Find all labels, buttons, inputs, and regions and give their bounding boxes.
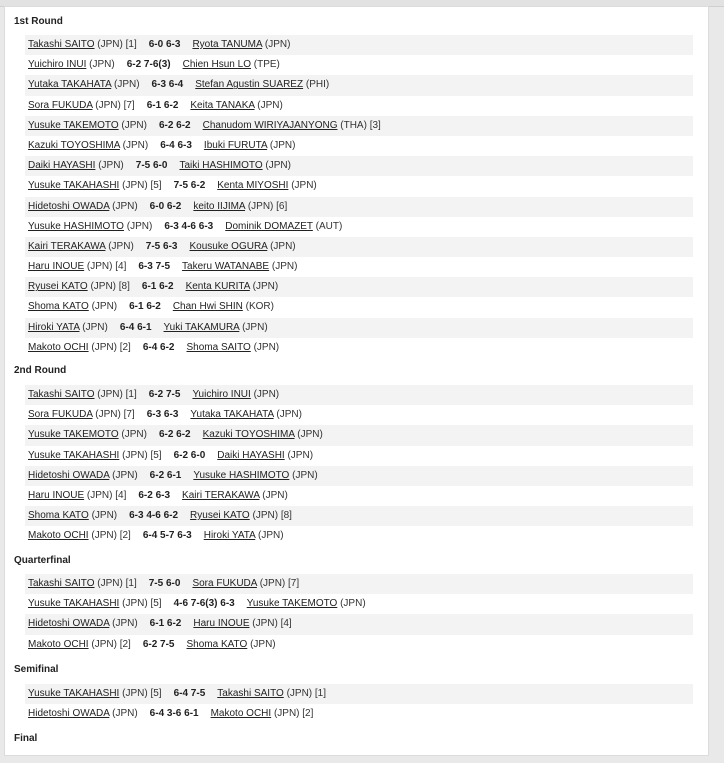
player-link[interactable]: keito IIJIMA xyxy=(193,200,246,212)
match-row xyxy=(25,574,693,594)
match-row xyxy=(25,136,693,156)
match-row xyxy=(25,338,693,358)
player-link[interactable]: Hidetoshi OWADA xyxy=(28,618,110,630)
player-meta: (THA) [3] xyxy=(340,119,381,131)
player-link[interactable]: Sora FUKUDA xyxy=(28,99,93,111)
player-link[interactable]: Yusuke TAKAHASHI xyxy=(28,449,120,461)
player-meta: (JPN) xyxy=(291,180,317,192)
player-meta: (JPN) xyxy=(250,638,276,650)
player-meta: (JPN) [1] xyxy=(97,578,137,589)
match-row xyxy=(25,297,693,317)
player-link[interactable]: Takashi SAITO xyxy=(28,389,95,400)
player-link[interactable]: Daiki HAYASHI xyxy=(217,449,285,461)
match-score: 6-1 6-2 xyxy=(129,301,161,313)
match-score: 6-4 6-1 xyxy=(119,321,152,333)
player-meta: (JPN) [1] xyxy=(97,39,137,50)
round-title: 2nd Round xyxy=(14,365,67,376)
match-score: 7-5 6-0 xyxy=(148,578,181,589)
player-meta: (JPN) xyxy=(265,160,291,172)
player-meta: (JPN) xyxy=(257,99,283,111)
match-score: 6-4 3-6 6-1 xyxy=(149,708,199,720)
match-row xyxy=(25,526,693,546)
player-meta: (JPN) [5] xyxy=(122,449,162,461)
player-link[interactable]: Ibuki FURUTA xyxy=(203,139,268,151)
player-meta: (JPN) xyxy=(91,301,118,313)
match-row xyxy=(25,156,693,176)
match-score: 7-5 6-0 xyxy=(135,160,168,172)
match-score: 6-1 6-2 xyxy=(146,99,179,111)
match-score: 6-2 6-2 xyxy=(158,429,191,441)
player-link[interactable]: Yuichiro INUI xyxy=(28,59,87,71)
match-row xyxy=(25,176,693,196)
match-score: 6-2 6-1 xyxy=(149,469,182,481)
match-row xyxy=(25,704,693,724)
round-title: Quarterfinal xyxy=(14,555,71,566)
match-score: 4-6 7-6(3) 6-3 xyxy=(173,598,235,610)
player-link[interactable]: Kazuki TOYOSHIMA xyxy=(28,139,120,151)
player-meta: (JPN) xyxy=(112,618,138,630)
match-score: 7-5 6-3 xyxy=(145,240,178,252)
player-link[interactable]: Makoto OCHI xyxy=(28,530,89,542)
match-score: 6-3 4-6 6-3 xyxy=(164,220,214,232)
player-meta: (JPN) [8] xyxy=(90,281,130,293)
player-meta: (JPN) xyxy=(292,469,318,481)
match-row xyxy=(25,466,693,486)
match-list xyxy=(25,385,693,547)
match-score: 6-2 6-3 xyxy=(138,489,171,501)
match-row xyxy=(25,635,693,655)
match-row xyxy=(25,257,693,277)
player-link[interactable]: Yusuke TAKAHASHI xyxy=(28,598,120,610)
player-meta: (PHI) xyxy=(305,79,330,91)
match-row xyxy=(25,318,693,338)
player-meta: (JPN) [7] xyxy=(95,409,135,421)
match-row xyxy=(25,405,693,425)
player-link[interactable]: Takashi SAITO xyxy=(217,688,284,699)
player-meta: (JPN) xyxy=(89,59,115,71)
match-score: 6-2 7-5 xyxy=(142,638,175,650)
player-link[interactable]: Shoma KATO xyxy=(186,638,248,650)
player-link[interactable]: Haru INOUE xyxy=(193,618,250,630)
player-meta: (JPN) [4] xyxy=(86,489,127,501)
player-meta: (JPN) [7] xyxy=(259,578,300,589)
match-row xyxy=(25,35,693,55)
player-link[interactable]: Sora FUKUDA xyxy=(28,409,93,421)
match-score: 6-1 6-2 xyxy=(141,281,174,293)
player-link[interactable]: Makoto OCHI xyxy=(210,708,272,720)
match-score: 6-3 6-4 xyxy=(151,79,184,91)
player-link[interactable]: Hiroki YATA xyxy=(28,321,80,333)
player-meta: (JPN) [2] xyxy=(91,638,131,650)
player-meta: (JPN) xyxy=(91,510,118,522)
player-link[interactable]: Shoma KATO xyxy=(28,510,89,522)
player-link[interactable]: Yusuke TAKAHASHI xyxy=(28,688,120,699)
player-meta: (JPN) [4] xyxy=(86,261,127,273)
player-meta: (TPE) xyxy=(253,59,280,71)
player-link[interactable]: Yutaka TAKAHATA xyxy=(28,79,112,91)
player-meta: (JPN) [4] xyxy=(252,618,292,630)
player-link[interactable]: Yusuke TAKEMOTO xyxy=(28,119,119,131)
player-link[interactable]: Haru INOUE xyxy=(28,261,85,273)
player-link[interactable]: Ryota TANUMA xyxy=(192,39,263,50)
match-row xyxy=(25,614,693,634)
player-link[interactable]: Kairi TERAKAWA xyxy=(182,489,260,501)
player-link[interactable]: Yusuke HASHIMOTO xyxy=(193,469,290,481)
match-row xyxy=(25,385,693,405)
match-list xyxy=(25,684,693,724)
player-link[interactable]: Kousuke OGURA xyxy=(189,240,268,252)
player-meta: (JPN) xyxy=(253,389,280,400)
player-link[interactable]: Yuichiro INUI xyxy=(192,389,251,400)
match-score: 6-0 6-3 xyxy=(148,39,181,50)
match-row xyxy=(25,55,693,75)
player-link[interactable]: Yuki TAKAMURA xyxy=(163,321,240,333)
player-link[interactable]: Chanudom WIRIYAJANYONG xyxy=(202,119,338,131)
player-link[interactable]: Haru INOUE xyxy=(28,489,85,501)
player-meta: (JPN) xyxy=(121,119,147,131)
match-row xyxy=(25,217,693,237)
player-meta: (JPN) xyxy=(271,261,298,273)
player-link[interactable]: Shoma KATO xyxy=(28,301,89,313)
player-link[interactable]: Keita TANAKA xyxy=(190,99,255,111)
match-row xyxy=(25,277,693,297)
player-link[interactable]: Hidetoshi OWADA xyxy=(28,469,110,481)
player-meta: (AUT) xyxy=(315,220,343,232)
match-row xyxy=(25,425,693,445)
match-score: 6-0 6-2 xyxy=(149,200,182,212)
match-row xyxy=(25,486,693,506)
match-score: 6-2 6-2 xyxy=(158,119,191,131)
player-link[interactable]: Taiki HASHIMOTO xyxy=(179,160,263,172)
player-meta: (JPN) [5] xyxy=(122,688,162,699)
player-meta: (JPN) xyxy=(242,321,268,333)
player-meta: (JPN) xyxy=(126,220,153,232)
player-meta: (JPN) xyxy=(276,409,302,421)
player-link[interactable]: Shoma SAITO xyxy=(186,341,251,353)
player-meta: (JPN) [8] xyxy=(252,510,292,522)
match-list xyxy=(25,35,693,358)
match-score: 6-3 4-6 6-2 xyxy=(129,510,179,522)
match-score: 6-4 6-2 xyxy=(142,341,175,353)
round-title: Semifinal xyxy=(14,664,59,675)
match-score: 6-4 5-7 6-3 xyxy=(142,530,192,542)
player-meta: (JPN) [5] xyxy=(122,598,162,610)
match-row xyxy=(25,96,693,116)
player-link[interactable]: Daiki HAYASHI xyxy=(28,160,96,172)
player-link[interactable]: Kenta MIYOSHI xyxy=(217,180,289,192)
player-meta: (JPN) [7] xyxy=(95,99,135,111)
player-link[interactable]: Kazuki TOYOSHIMA xyxy=(202,429,295,441)
player-meta: (JPN) [1] xyxy=(286,688,327,699)
match-row xyxy=(25,116,693,136)
draw-results-panel xyxy=(4,6,709,756)
player-meta: (JPN) xyxy=(253,341,280,353)
player-meta: (JPN) [1] xyxy=(97,389,137,400)
player-meta: (JPN) xyxy=(98,160,124,172)
player-meta: (JPN) xyxy=(340,598,366,610)
match-row xyxy=(25,594,693,614)
player-link[interactable]: Takashi SAITO xyxy=(28,578,95,589)
match-row xyxy=(25,237,693,257)
player-link[interactable]: Sora FUKUDA xyxy=(192,578,257,589)
player-link[interactable]: Chan Hwi SHIN xyxy=(172,301,243,313)
match-row xyxy=(25,75,693,95)
player-meta: (JPN) xyxy=(287,449,314,461)
match-list xyxy=(25,574,693,655)
match-score: 6-2 7-6(3) xyxy=(126,59,171,71)
player-link[interactable]: Ryusei KATO xyxy=(190,510,250,522)
match-row xyxy=(25,197,693,217)
player-meta: (JPN) xyxy=(270,240,296,252)
player-link[interactable]: Dominik DOMAZET xyxy=(225,220,313,232)
player-meta: (JPN) [6] xyxy=(247,200,288,212)
player-link[interactable]: Makoto OCHI xyxy=(28,638,89,650)
player-link[interactable]: Yusuke TAKEMOTO xyxy=(28,429,119,441)
player-meta: (JPN) xyxy=(122,139,149,151)
match-score: 6-4 7-5 xyxy=(173,688,206,699)
player-meta: (JPN) xyxy=(113,79,140,91)
player-meta: (JPN) [5] xyxy=(122,180,162,192)
player-meta: (JPN) xyxy=(112,708,138,720)
player-meta: (JPN) xyxy=(269,139,296,151)
player-link[interactable]: Hidetoshi OWADA xyxy=(28,708,110,720)
player-link[interactable]: Kenta KURITA xyxy=(185,281,250,293)
match-row xyxy=(25,506,693,526)
player-meta: (JPN) [2] xyxy=(91,341,131,353)
match-row xyxy=(25,446,693,466)
match-row xyxy=(25,684,693,704)
player-meta: (JPN) [2] xyxy=(91,530,131,542)
player-link[interactable]: Hiroki YATA xyxy=(203,530,256,542)
player-meta: (JPN) [2] xyxy=(273,708,314,720)
player-meta: (JPN) xyxy=(82,321,108,333)
player-link[interactable]: Chien Hsun LO xyxy=(182,59,251,71)
player-link[interactable]: Makoto OCHI xyxy=(28,341,89,353)
player-link[interactable]: Yusuke TAKAHASHI xyxy=(28,180,120,192)
player-link[interactable]: Stefan Agustin SUAREZ xyxy=(195,79,304,91)
player-link[interactable]: Takeru WATANABE xyxy=(182,261,270,273)
player-meta: (KOR) xyxy=(245,301,274,313)
player-meta: (JPN) xyxy=(297,429,323,441)
player-meta: (JPN) xyxy=(252,281,279,293)
player-link[interactable]: Hidetoshi OWADA xyxy=(28,200,110,212)
round-title: Final xyxy=(14,733,38,744)
match-score: 6-3 7-5 xyxy=(138,261,171,273)
player-link[interactable]: Takashi SAITO xyxy=(28,39,95,50)
match-score: 7-5 6-2 xyxy=(173,180,206,192)
player-link[interactable]: Yusuke TAKEMOTO xyxy=(246,598,338,610)
player-meta: (JPN) xyxy=(112,469,138,481)
player-link[interactable]: Ryusei KATO xyxy=(28,281,88,293)
player-link[interactable]: Yusuke HASHIMOTO xyxy=(28,220,124,232)
player-meta: (JPN) xyxy=(121,429,147,441)
player-meta: (JPN) xyxy=(112,200,138,212)
match-score: 6-2 7-5 xyxy=(148,389,181,400)
player-meta: (JPN) xyxy=(258,530,284,542)
player-meta: (JPN) xyxy=(264,39,291,50)
match-score: 6-2 6-0 xyxy=(173,449,206,461)
player-link[interactable]: Yutaka TAKAHATA xyxy=(190,409,274,421)
match-score: 6-3 6-3 xyxy=(146,409,179,421)
player-meta: (JPN) xyxy=(108,240,134,252)
player-link[interactable]: Kairi TERAKAWA xyxy=(28,240,106,252)
round-title: 1st Round xyxy=(14,16,63,27)
match-score: 6-4 6-3 xyxy=(160,139,192,151)
match-score: 6-1 6-2 xyxy=(149,618,182,630)
player-meta: (JPN) xyxy=(262,489,288,501)
